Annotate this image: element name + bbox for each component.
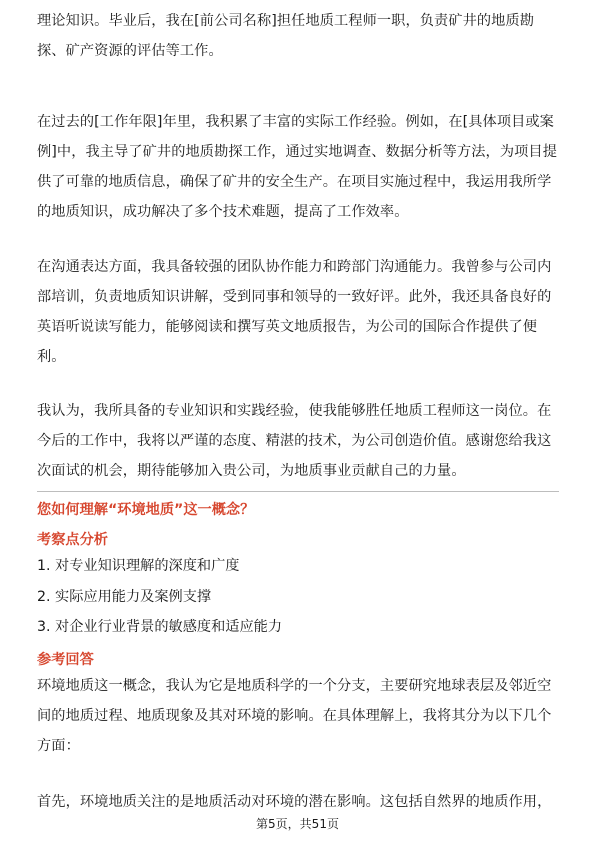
paragraph-communication: 在沟通表达方面，我具备较强的团队协作能力和跨部门沟通能力。我曾参与公司内部培训，负责地质知识讲解，受到同事和领导的一致好评。此外，我还具备良好的英语听说读写能力，能够阅读和撰写英文地质报告，为公司的国际合作提供了便利。 [37, 259, 552, 365]
paragraph-conclusion: 我认为，我所具备的专业知识和实践经验，使我能够胜任地质工程师这一岗位。在今后的工作中，我将以严谨的态度、精湛的技术，为公司创造价值。感谢您给我这次面试的机会，期待能够加入贵公司，为地质事业贡献自己的力量。 [37, 403, 552, 479]
paragraph-answer-first: 首先，环境地质关注的是地质活动对环境的潜在影响。这包括自然界的地质作用， [37, 794, 552, 810]
question-heading: 您如何理解“环境地质”这一概念？ [37, 502, 255, 518]
page-number: 第5页，共51页 [256, 817, 339, 831]
analysis-item: 2. 实际应用能力及案例支撑 [37, 589, 212, 605]
paragraph-answer-intro: 环境地质这一概念，我认为它是地质科学的一个分支，主要研究地球表层及邻近空间的地质过程、地质现象及其对环境的影响。在具体理解上，我将其分为以下几个方面： [37, 678, 552, 754]
paragraph-experience: 在过去的[工作年限]年里，我积累了丰富的实际工作经验。例如，在[具体项目或案例]中，我主导了矿井的地质勘探工作，通过实地调查、数据分析等方法，为项目提供了可靠的地质信息，确保了矿井的安全生产。在项目实施过程中，我运用我所学的地质知识，成功解决了多个技术难题，提高了工作效率。 [37, 114, 557, 220]
analysis-item: 1. 对专业知识理解的深度和广度 [37, 558, 240, 574]
section-divider [37, 491, 559, 492]
analysis-heading: 考察点分析 [37, 532, 108, 548]
paragraph-education: 理论知识。毕业后，我在[前公司名称]担任地质工程师一职，负责矿井的地质勘探、矿产资源的评估等工作。 [37, 13, 535, 59]
analysis-item: 3. 对企业行业背景的敏感度和适应能力 [37, 619, 283, 635]
answer-heading: 参考回答 [37, 652, 94, 668]
